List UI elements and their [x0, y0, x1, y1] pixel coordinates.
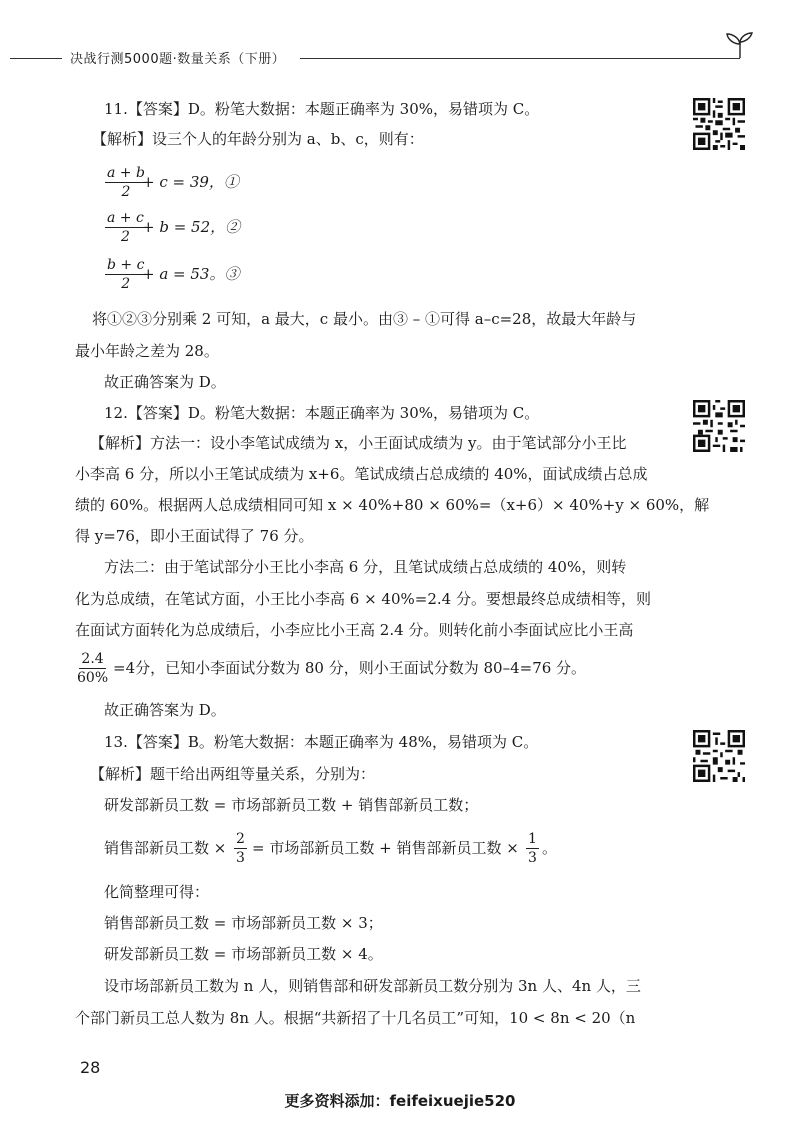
- q13-analysis-intro: 【解析】题干给出两组等量关系，分别为：: [90, 765, 376, 783]
- q12-fraction-numerator: 2.4: [81, 651, 104, 667]
- qr-code-icon: [693, 400, 745, 452]
- q11-conclusion: 故正确答案为 D。: [104, 373, 226, 391]
- q13-paragraph-line-2: 个部门新员工总人数为 8n 人。根据“共新招了十几名员工”可知，10 < 8n < 20（n: [75, 1009, 636, 1027]
- q11-eq1-denominator: 2: [121, 184, 131, 200]
- q12-method2-line-1: 方法二：由于笔试部分小王比小李高 6 分，且笔试成绩占总成绩的 40%，则转: [104, 558, 627, 576]
- q13-fraction-1-numerator: 2: [236, 831, 245, 847]
- q12-method1-line-3: 绩的 60%。根据两人总成绩相同可知 x × 40%+80 × 60%=（x+6）× 40%+y × 60%，解: [75, 496, 710, 514]
- q11-eq3-denominator: 2: [121, 276, 131, 292]
- qr-code-icon: [693, 98, 745, 150]
- header-rule-right: [300, 58, 740, 59]
- sprout-icon: [722, 30, 758, 60]
- q11-eq3-fraction: [105, 256, 146, 293]
- q12-method2-line-2: 化为总成绩，在笔试方面，小王比小李高 6 × 40%=2.4 分。要想最终总成绩相等，则: [75, 590, 651, 608]
- q11-eq1-tail: + c = 39，①: [142, 173, 239, 191]
- q11-eq1-fraction: [105, 164, 147, 201]
- q12-method1-line-4: 得 y=76，即小王面试得了 76 分。: [75, 527, 314, 545]
- q11-analysis-intro: 【解析】设三个人的年龄分别为 a、b、c，则有：: [92, 130, 424, 148]
- q13-fraction-2-numerator: 1: [528, 831, 537, 847]
- page-number: 28: [80, 1058, 101, 1077]
- footer-note: 更多资料添加：feifeixuejie520: [284, 1092, 516, 1110]
- q12-answer-line: 12.【答案】D。粉笔大数据：本题正确率为 30%，易错项为 C。: [104, 404, 540, 422]
- q11-eq2-numerator: a + c: [107, 210, 144, 226]
- q11-eq1-numerator: a + b: [107, 165, 145, 181]
- q12-fraction: [75, 650, 110, 687]
- q11-eq2-fraction: [105, 209, 146, 246]
- q11-eq3-tail: + a = 53。③: [142, 265, 240, 283]
- q12-conclusion: 故正确答案为 D。: [104, 701, 226, 719]
- header-rule-left: [10, 58, 62, 59]
- q12-fraction-denominator: 60%: [77, 670, 109, 686]
- q13-fraction-2-denominator: 3: [528, 850, 537, 866]
- q12-fraction-tail: =4分，已知小李面试分数为 80 分，则小王面试分数为 80–4=76 分。: [113, 659, 587, 677]
- q12-method1-line-1: 【解析】方法一：设小李笔试成绩为 x，小王面试成绩为 y。由于笔试部分小王比: [90, 434, 627, 452]
- q13-relation-2-fraction-2: [526, 830, 539, 867]
- q13-relation-1: 研发部新员工数 = 市场部新员工数 + 销售部新员工数；: [104, 796, 479, 814]
- q12-method1-line-2: 小李高 6 分，所以小王笔试成绩为 x+6。笔试成绩占总成绩的 40%，面试成绩占总成: [75, 465, 648, 483]
- q13-simplify: 化简整理可得：: [104, 883, 210, 901]
- q13-paragraph-line-1: 设市场部新员工数为 n 人，则销售部和研发部新员工数分别为 3n 人、4n 人，三: [104, 977, 641, 995]
- q13-relation-2-fraction-1: [234, 830, 247, 867]
- q11-eq3-numerator: b + c: [107, 257, 145, 273]
- q13-answer-line: 13.【答案】B。粉笔大数据：本题正确率为 48%，易错项为 C。: [104, 733, 539, 751]
- q11-paragraph-line-1: 将①②③分别乘 2 可知，a 最大，c 最小。由③ – ①可得 a–c=28，故最大年龄与: [92, 310, 637, 328]
- q13-simplified-1: 销售部新员工数 = 市场部新员工数 × 3；: [104, 914, 383, 932]
- q12-method2-line-3: 在面试方面转化为总成绩后，小李应比小王高 2.4 分。则转化前小李面试应比小王高: [75, 621, 634, 639]
- q13-fraction-1-denominator: 3: [236, 850, 245, 866]
- q11-eq2-tail: + b = 52，②: [142, 218, 241, 236]
- q13-simplified-2: 研发部新员工数 = 市场部新员工数 × 4。: [104, 945, 383, 963]
- q13-relation-2-end: 。: [542, 839, 558, 857]
- qr-code-icon: [693, 730, 745, 782]
- q11-paragraph-line-2: 最小年龄之差为 28。: [75, 342, 219, 360]
- header-title: 决战行测5000题·数量关系（下册）: [70, 52, 286, 67]
- q13-relation-2-start: 销售部新员工数 ×: [104, 839, 227, 857]
- q13-relation-2-middle: = 市场部新员工数 + 销售部新员工数 ×: [252, 839, 519, 857]
- q11-answer-line: 11.【答案】D。粉笔大数据：本题正确率为 30%，易错项为 C。: [104, 100, 540, 118]
- q11-eq2-denominator: 2: [120, 229, 130, 245]
